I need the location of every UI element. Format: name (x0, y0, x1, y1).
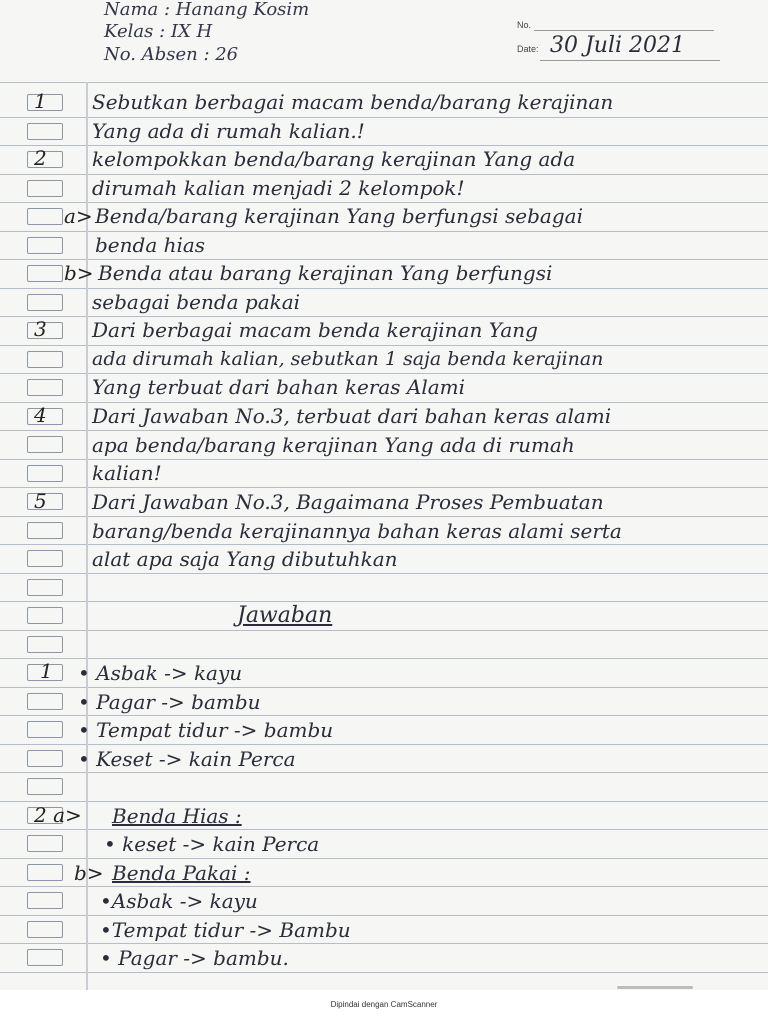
page-edge-mark (617, 986, 693, 989)
row-box (27, 864, 63, 881)
q5-line-1: Dari Jawaban No.3, Bagaimana Proses Pembuatan (92, 490, 604, 514)
row-box (27, 465, 63, 482)
ruled-line (0, 943, 768, 944)
q5-number: 5 (34, 489, 47, 513)
a1-item: • Asbak -> kayu (78, 661, 243, 685)
date-underline (540, 60, 720, 61)
ruled-line (0, 544, 768, 545)
ruled-line (0, 858, 768, 859)
q4-line-2: apa benda/barang kerajinan Yang ada di rumah (92, 433, 575, 457)
scanner-watermark: Dipindai dengan CamScanner (330, 1000, 438, 1009)
q3-line-2: ada dirumah kalian, sebutkan 1 saja benda kerajinan (92, 348, 604, 370)
q2a-line-2: benda hias (95, 233, 206, 257)
row-box (27, 351, 63, 368)
a2-hias-title: Benda Hias : (112, 804, 242, 828)
q1-number: 1 (34, 89, 47, 113)
a1-item: • Pagar -> bambu (78, 690, 261, 714)
row-box (27, 750, 63, 767)
q1-line-2: Yang ada di rumah kalian.! (92, 119, 365, 143)
q4-line-1: Dari Jawaban No.3, terbuat dari bahan keras alami (92, 404, 612, 428)
row-box (27, 522, 63, 539)
row-box (27, 579, 63, 596)
ruled-line (0, 601, 768, 602)
q5-line-3: alat apa saja Yang dibutuhkan (92, 547, 398, 571)
a2-hias-item: • keset -> kain Perca (104, 832, 320, 856)
row-box (27, 436, 63, 453)
q1-line-1: Sebutkan berbagai macam benda/barang kerajinan (92, 90, 614, 114)
row-box (27, 949, 63, 966)
ruled-line (0, 174, 768, 175)
ruled-line (0, 288, 768, 289)
ruled-line (0, 829, 768, 830)
ruled-line (0, 316, 768, 317)
answers-title: Jawaban (237, 603, 333, 628)
q2a-line-1: Benda/barang kerajinan Yang berfungsi sebagai (95, 204, 583, 228)
row-box (27, 265, 63, 282)
ruled-line (0, 430, 768, 431)
row-box (27, 921, 63, 938)
q2a-label: a> (64, 204, 93, 228)
q2-line-2: dirumah kalian menjadi 2 kelompok! (92, 176, 465, 200)
ruled-line (0, 886, 768, 887)
q2b-label: b> (64, 261, 94, 285)
row-box (27, 693, 63, 710)
row-box (27, 835, 63, 852)
student-name: Nama : Hanang Kosim (104, 0, 310, 20)
ruled-line (0, 630, 768, 631)
row-box (27, 180, 63, 197)
row-box (27, 237, 63, 254)
ruled-line (0, 516, 768, 517)
ruled-line (0, 687, 768, 688)
row-box (27, 892, 63, 909)
q2b-line-2: sebagai benda pakai (92, 290, 301, 314)
ruled-line (0, 402, 768, 403)
q2-line-1: kelompokkan benda/barang kerajinan Yang ada (92, 147, 576, 171)
row-box (27, 294, 63, 311)
row-box (27, 778, 63, 795)
ruled-line (0, 345, 768, 346)
row-box (27, 208, 63, 225)
q2b-line-1: Benda atau barang kerajinan Yang berfungsi (98, 261, 553, 285)
ruled-line (0, 459, 768, 460)
row-box (27, 379, 63, 396)
q3-line-1: Dari berbagai macam benda kerajinan Yang (92, 318, 538, 342)
a2-pakai-title: Benda Pakai : (112, 861, 251, 885)
a2-pakai-item: •Asbak -> kayu (100, 889, 258, 913)
ruled-line (0, 373, 768, 374)
ruled-line (0, 202, 768, 203)
no-underline (534, 30, 714, 31)
ruled-line (0, 915, 768, 916)
ruled-line (0, 82, 768, 83)
date-value: 30 Juli 2021 (550, 33, 686, 58)
row-box (27, 607, 63, 624)
q4-line-3: kalian! (92, 461, 162, 485)
ruled-line (0, 715, 768, 716)
q4-number: 4 (34, 403, 47, 427)
ruled-line (0, 801, 768, 802)
row-box (27, 123, 63, 140)
ruled-line (0, 259, 768, 260)
ruled-line (0, 117, 768, 118)
ruled-line (0, 972, 768, 973)
student-class: Kelas : IX H (104, 21, 213, 42)
a2-pakai-item: • Pagar -> bambu. (100, 946, 289, 970)
q2-number: 2 (34, 146, 47, 170)
a1-number: 1 (40, 659, 53, 683)
a2-pakai-item: •Tempat tidur -> Bambu (100, 918, 351, 942)
ruled-line (0, 744, 768, 745)
q3-number: 3 (34, 317, 47, 341)
a1-item: • Keset -> kain Perca (78, 747, 296, 771)
row-box (27, 721, 63, 738)
ruled-line (0, 658, 768, 659)
no-label: No. (517, 20, 532, 30)
q3-line-3: Yang terbuat dari bahan keras Alami (92, 375, 466, 399)
student-number: No. Absen : 26 (104, 44, 239, 65)
a2-number: 2 a> (34, 803, 82, 827)
ruled-line (0, 573, 768, 574)
a1-item: • Tempat tidur -> bambu (78, 718, 334, 742)
ruled-line (0, 231, 768, 232)
a2-pakai-label: b> (74, 861, 104, 885)
row-box (27, 636, 63, 653)
row-box (27, 550, 63, 567)
ruled-line (0, 145, 768, 146)
date-label: Date: (517, 44, 539, 54)
ruled-line (0, 487, 768, 488)
ruled-line (0, 772, 768, 773)
q5-line-2: barang/benda kerajinannya bahan keras alami serta (92, 519, 622, 543)
